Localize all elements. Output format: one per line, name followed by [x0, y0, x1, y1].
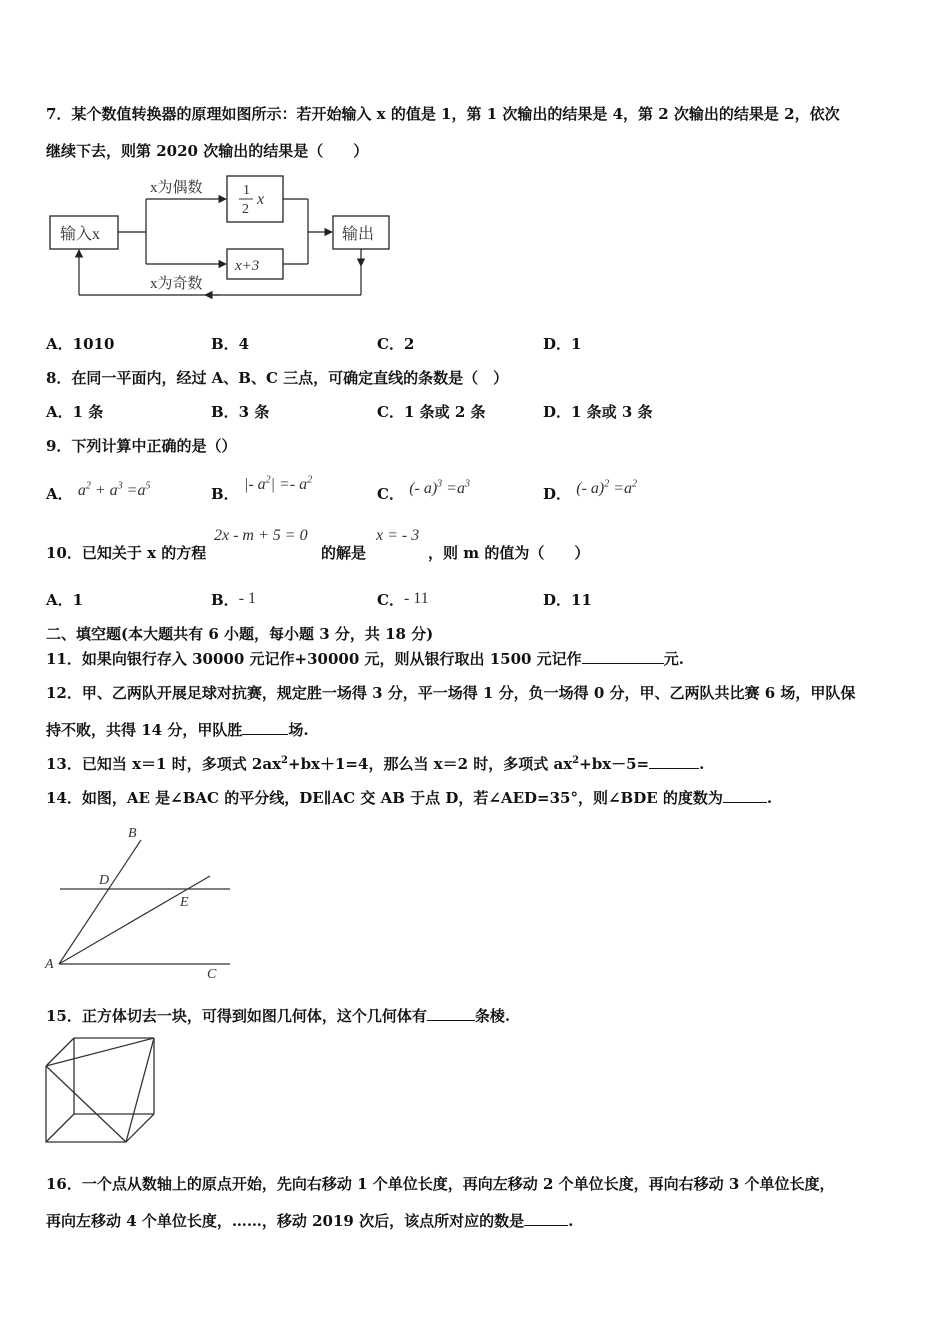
q14: 14．如图，AE 是∠BAC 的平分线，DE∥AC 交 AB 于点 D，若∠AED=35°，则∠BDE 的度数为 . [46, 789, 773, 807]
edge [46, 1114, 74, 1142]
q9-option-b-label: B． [211, 485, 239, 503]
q9-option-b [211, 474, 313, 504]
q7-option-c: C．2 [377, 335, 415, 353]
plus3-label: x+3 [235, 258, 260, 274]
q9-expr-c: (- $a)^3 =a^3$ [409, 478, 470, 497]
q9-option-d [543, 478, 638, 504]
point-c: C [207, 967, 217, 982]
q10-post: ，则 m 的值为（ ） [428, 544, 590, 562]
odd-condition: x为奇数 [150, 276, 203, 292]
q8-option-d: D．1 条或 3 条 [543, 403, 653, 421]
q9-option-a [46, 480, 151, 504]
half-numerator: 1 [243, 183, 250, 198]
q9-option-d-label: D． [543, 485, 572, 503]
q9-option-c-label: C． [377, 485, 404, 503]
q15-blank [427, 1006, 475, 1021]
q14-blank [723, 788, 767, 803]
q12-line1: 12．甲、乙两队开展足球对抗赛，规定胜一场得 3 分，平一场得 1 分，负一场得 0 分，甲、乙两队共比赛 6 场，甲队保 [46, 684, 856, 702]
q10-option-b-value: - 1 [238, 590, 257, 607]
q16-line2: 再向左移动 4 个单位长度，……，移动 2019 次后，该点所对应的数是 . [46, 1212, 574, 1230]
input-label: 输入x [60, 226, 101, 243]
q15: 15．正方体切去一块，可得到如图几何体，这个几何体有 条棱. [46, 1007, 511, 1025]
q10-option-d: D．11 [543, 591, 592, 609]
point-b: B [128, 826, 137, 841]
q13: 13．已知当 x＝1 时，多项式 $2ax^2+bx+1=4$，那么当 x＝2 时，多项式 $ax^2+bx-5=$ . [46, 755, 705, 773]
q14-angle-figure [40, 820, 240, 985]
q8-stem: 8．在同一平面内，经过 A、B、C 三点，可确定直线的条数是（ ） [46, 369, 509, 387]
q13-blank [649, 754, 699, 769]
q8-option-c: C．1 条或 2 条 [377, 403, 486, 421]
point-a: A [45, 957, 54, 972]
half-variable: x [257, 191, 265, 208]
q11-blank [582, 649, 664, 664]
q16-line1: 16．一个点从数轴上的原点开始，先向右移动 1 个单位长度，再向左移动 2 个单位长度，再向右移动 3 个单位长度， [46, 1175, 835, 1193]
point-e: E [180, 895, 189, 910]
q9-stem: 9．下列计算中正确的是（） [46, 437, 237, 455]
half-box [227, 176, 283, 222]
q9-expr-a: $a^2 + a^3 =a^5$ [77, 480, 151, 499]
q15-cube-figure [44, 1034, 159, 1146]
section-heading: 二、填空题(本大题共有 6 小题，每小题 3 分，共 18 分) [46, 625, 434, 643]
q11: 11．如果向银行存入 30000 元记作+30000 元，则从银行取出 1500 元记作 元. [46, 650, 684, 668]
q10-pre: 10．已知关于 x 的方程 [46, 544, 207, 562]
q8-option-b: B．3 条 [211, 403, 270, 421]
q8-option-a: A．1 条 [46, 403, 104, 421]
q10-mid: 的解是 [321, 544, 367, 562]
q12-blank [242, 720, 288, 735]
q9-expr-d: (- $a)^2 =a^2$ [576, 478, 638, 497]
q7-option-a: A．1010 [46, 335, 115, 353]
cut-edge [126, 1038, 154, 1142]
q10-option-c: C．- 11 [377, 590, 429, 609]
q10-solution: x = - 3 [376, 527, 420, 544]
q16-blank [524, 1211, 568, 1226]
q9-option-a-label: A． [46, 485, 73, 503]
q10-option-a: A．1 [46, 591, 84, 609]
q10-option-b: B．- 1 [211, 590, 257, 609]
output-label: 输出 [342, 226, 375, 243]
cut-edge [46, 1038, 154, 1066]
q7-option-b: B．4 [211, 335, 250, 353]
point-d: D [99, 873, 110, 888]
q12-line2: 持不败，共得 14 分，甲队胜 场. [46, 721, 309, 739]
q10-equation: 2x - m + 5 = 0 [214, 527, 308, 544]
q9-expr-b: |- $a^2| =- a^2$ [243, 474, 313, 493]
line-ab [59, 840, 141, 964]
q7-stem-line1: 7．某个数值转换器的原理如图所示：若开始输入 x 的值是 1，第 1 次输出的结果是 4，第 2 次输出的结果是 2，依次 [46, 105, 840, 123]
q7-option-d: D．1 [543, 335, 582, 353]
q10-option-c-value: - 11 [403, 590, 429, 607]
q7-flow-diagram [40, 168, 400, 303]
q9-option-c [377, 478, 470, 504]
even-condition: x为偶数 [150, 180, 203, 196]
half-denominator: 2 [242, 202, 249, 217]
q7-stem-line2: 继续下去，则第 2020 次输出的结果是（ ） [46, 142, 369, 160]
